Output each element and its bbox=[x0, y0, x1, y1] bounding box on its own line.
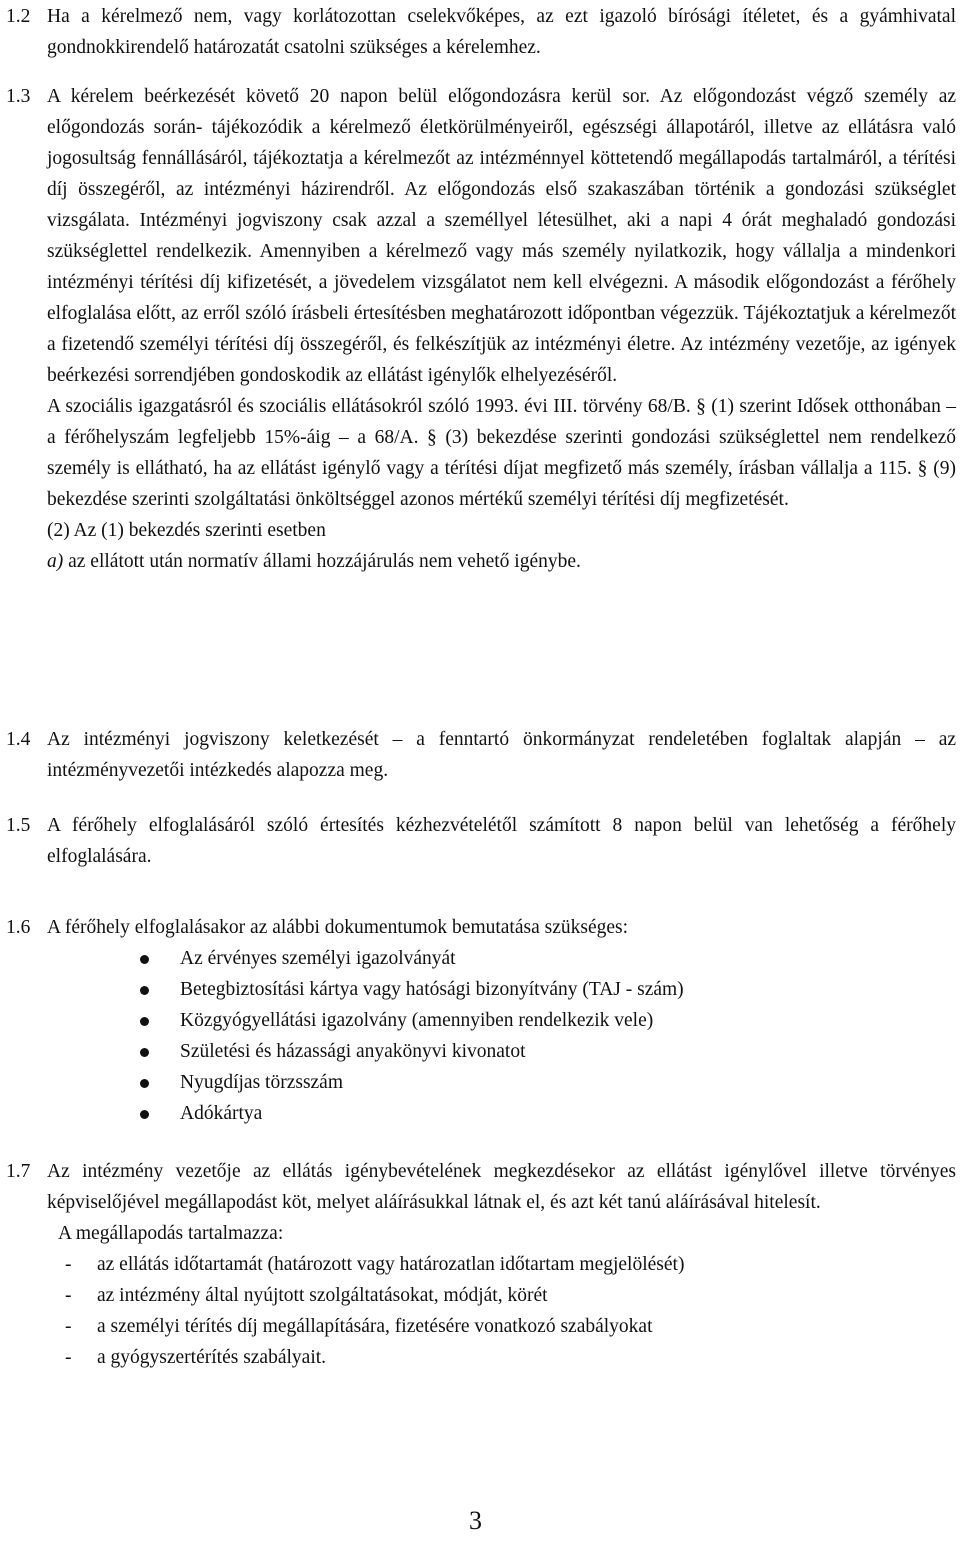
section-intro: A megállapodás tartalmazza: bbox=[58, 1223, 284, 1244]
section-text: A férőhely elfoglalásáról szóló értesítés kézhezvételétől számított 8 napon belül van lehetőség a férőhely elfoglalására. bbox=[47, 815, 956, 867]
list-item: Születési és házassági anyakönyvi kivonatot bbox=[6, 1036, 956, 1067]
bullet-icon bbox=[140, 1110, 149, 1119]
bullet-icon bbox=[140, 1079, 149, 1088]
item-text: az ellátott után normatív állami hozzájárulás nem vehető igénybe. bbox=[68, 551, 581, 572]
list-item: Betegbiztosítási kártya vagy hatósági bizonyítvány (TAJ - szám) bbox=[6, 974, 956, 1005]
list-item: - az ellátás időtartamát (határozott vagy határozatlan időtartam megjelölését) bbox=[6, 1249, 956, 1280]
document-list bbox=[6, 943, 956, 1129]
page-number: 3 bbox=[469, 1506, 482, 1535]
section-number: 1.5 bbox=[6, 815, 31, 836]
section-1-3 bbox=[6, 81, 956, 577]
section-text: Ha a kérelmező nem, vagy korlátozottan cselekvőképes, az ezt igazoló bírósági ítéletet, és a gyámhivatal gondnokkirendelő határozatát csatolni szükséges a kérelemhez. bbox=[47, 6, 956, 58]
bullet-icon bbox=[140, 1048, 149, 1057]
bullet-icon bbox=[140, 986, 149, 995]
item-label: a) bbox=[47, 551, 64, 572]
list-item: - a személyi térítés díj megállapítására, fizetésére vonatkozó szabályokat bbox=[6, 1311, 956, 1342]
list-item: Az érvényes személyi igazolványát bbox=[6, 943, 956, 974]
section-paragraph: A szociális igazgatásról és szociális ellátásokról szóló 1993. évi III. törvény 68/B. § (1) szerint Idősek otthonában – a férőhelyszám legfeljebb 15%-áig – a 68/A. § (3) bekezdése szerinti gondozási szükséglettel nem rendelkező személy is ellátható, ha az ellátást igénylő vagy a térítési díjat megfizető más személy, írásban vállalja a 115. § (9) bekezdése szerinti szolgáltatási önköltséggel azonos mértékű személyi térítési díj megfizetését. bbox=[47, 396, 956, 510]
section-text: Az intézmény vezetője az ellátás igénybevételének megkezdésekor az ellátást igénylővel illetve törvényes képviselőjével megállapodást köt, melyet aláírásukkal látnak el, és azt két tanú aláírásával hitelesít. bbox=[47, 1161, 956, 1213]
section-1-4 bbox=[6, 724, 956, 786]
list-item: - a gyógyszertérítés szabályait. bbox=[6, 1342, 956, 1373]
section-1-7 bbox=[6, 1156, 956, 1373]
agreement-content-list bbox=[6, 1249, 956, 1373]
dash-marker: - bbox=[65, 1347, 72, 1368]
list-item: Adókártya bbox=[6, 1098, 956, 1129]
section-1-6 bbox=[6, 912, 956, 1129]
section-1-5 bbox=[6, 810, 956, 872]
section-number: 1.4 bbox=[6, 729, 31, 750]
section-paragraph: (2) Az (1) bekezdés szerinti esetben bbox=[47, 520, 326, 541]
section-number: 1.6 bbox=[6, 917, 31, 938]
dash-marker: - bbox=[65, 1254, 72, 1275]
dash-marker: - bbox=[65, 1316, 72, 1337]
section-number: 1.3 bbox=[6, 86, 31, 107]
bullet-icon bbox=[140, 1017, 149, 1026]
list-item: Nyugdíjas törzsszám bbox=[6, 1067, 956, 1098]
bullet-icon bbox=[140, 955, 149, 964]
list-item: - az intézmény által nyújtott szolgáltatásokat, módját, körét bbox=[6, 1280, 956, 1311]
list-item: Közgyógyellátási igazolvány (amennyiben rendelkezik vele) bbox=[6, 1005, 956, 1036]
list-item-a bbox=[47, 546, 956, 577]
section-paragraph: A kérelem beérkezését követő 20 napon belül előgondozásra kerül sor. Az előgondozást végző személy az előgondozás során- tájékozódik a kérelmező életkörülményeiről, egészségi állapotáról, illetve az ellátásra való jogosultság fennállásáról, tájékoztatja a kérelmezőt az intézménnyel köttetendő megállapodás tartalmáról, a térítési díj összegéről, az intézményi házirendről. Az előgondozás első szakaszában történik a gondozási szükséglet vizsgálata. Intézményi jogviszony csak azzal a személlyel létesülhet, aki a napi 4 órát meghaladó gondozási szükséglettel rendelkezik. Amennyiben a kérelmező vagy más személy nyilatkozik, hogy vállalja a mindenkori intézményi térítési díj kifizetését, a jövedelem vizsgálatot nem kell elvégezni. A második előgondozást a férőhely elfoglalása előtt, az erről szóló írásbeli értesítésben meghatározott időpontban végezzük. Tájékoztatjuk a kérelmezőt a fizetendő személyi térítési díj összegéről, és felkészítjük az intézményi életre. Az intézmény vezetője, az igények beérkezési sorrendjében gondoskodik az ellátást igénylők elhelyezéséről. bbox=[47, 86, 956, 386]
section-1-2 bbox=[6, 1, 956, 63]
section-text: A férőhely elfoglalásakor az alábbi dokumentumok bemutatása szükséges: bbox=[47, 917, 629, 938]
section-text: Az intézményi jogviszony keletkezését – a fenntartó önkormányzat rendeletében foglaltak alapján – az intézményvezetői intézkedés alapozza meg. bbox=[47, 729, 956, 781]
section-number: 1.2 bbox=[6, 6, 31, 27]
section-number: 1.7 bbox=[6, 1161, 31, 1182]
dash-marker: - bbox=[65, 1285, 72, 1306]
